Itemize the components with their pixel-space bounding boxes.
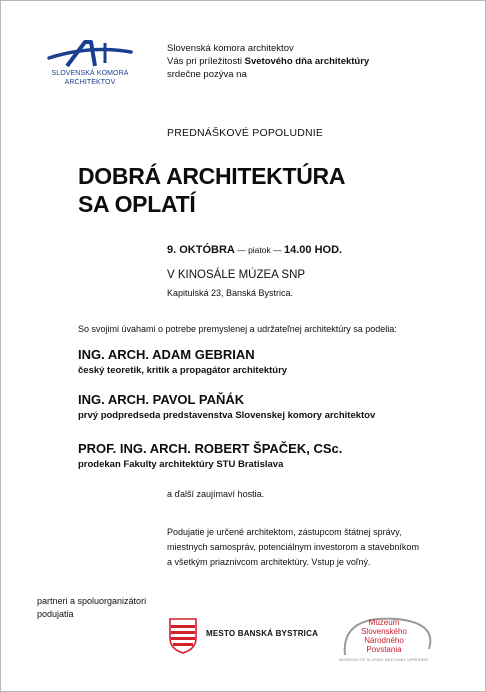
museum-subtitle: MUSEUM OF SLOVAK NATIONAL UPRISING bbox=[339, 657, 429, 662]
event-time: 14.00 HOD. bbox=[283, 244, 343, 256]
museum-logo bbox=[339, 613, 439, 663]
museum-line-1: Múzeum bbox=[368, 618, 400, 627]
event-date bbox=[167, 244, 342, 256]
speaker-role: prodekan Fakulty architektúry STU Bratislava bbox=[78, 459, 284, 470]
logo-text bbox=[45, 69, 135, 87]
architect-chamber-logo-icon bbox=[45, 39, 135, 69]
speaker-name: ING. ARCH. ADAM GEBRIAN bbox=[78, 347, 255, 362]
note-line-3: a všetkým priaznivcom architektúry. Vstup je voľný. bbox=[167, 557, 371, 567]
partners-label bbox=[37, 595, 146, 621]
event-date-day: 9. OKTÓBRA bbox=[167, 244, 235, 256]
event-date-weekday: — piatok — bbox=[234, 245, 284, 255]
speaker-name: ING. ARCH. PAVOL PAŇÁK bbox=[78, 392, 245, 407]
intro-line-3: srdečne pozýva na bbox=[167, 69, 247, 80]
museum-line-4: Povstania bbox=[366, 645, 402, 654]
intro-line-2-bold: Svetového dňa architektúry bbox=[244, 56, 370, 67]
other-guests: a ďalší zaujímaví hostia. bbox=[167, 489, 265, 499]
speaker-role: prvý podpredseda predstavenstva Slovenskej komory architektov bbox=[78, 410, 376, 421]
title-line-1: DOBRÁ ARCHITEKTÚRA bbox=[78, 163, 346, 189]
partners-line-2: podujatia bbox=[37, 609, 74, 619]
page-title bbox=[78, 162, 345, 218]
title-line-2: SA OPLATÍ bbox=[78, 191, 196, 217]
intro-line-2 bbox=[167, 55, 369, 68]
speakers-lead: So svojimi úvahami o potrebe premyslenej a udržateľnej architektúry sa podelia: bbox=[78, 324, 397, 334]
event-venue: V KINOSÁLE MÚZEA SNP bbox=[167, 269, 306, 281]
note-line-2: miestnych samospráv, potenciálnym investorom a stavebníkom bbox=[167, 542, 419, 552]
partners-line-1: partneri a spoluorganizátori bbox=[37, 596, 147, 606]
event-note bbox=[167, 525, 419, 570]
city-crest-icon bbox=[169, 618, 197, 654]
intro-line-1: Slovenská komora architektov bbox=[167, 43, 294, 54]
logo-line-2: ARCHITEKTOV bbox=[64, 79, 116, 86]
note-line-1: Podujatie je určené architektom, zástupcom štátnej správy, bbox=[167, 527, 402, 537]
speaker-name: PROF. ING. ARCH. ROBERT ŠPAČEK, CSc. bbox=[78, 441, 343, 456]
subtitle: PREDNÁŠKOVÉ POPOLUDNIE bbox=[167, 127, 324, 139]
city-name: MESTO BANSKÁ BYSTRICA bbox=[206, 629, 319, 638]
museum-line-2: Slovenského bbox=[361, 627, 407, 636]
museum-line-3: Národného bbox=[364, 636, 404, 645]
event-address: Kapitulská 23, Banská Bystrica. bbox=[167, 288, 294, 298]
museum-name bbox=[347, 618, 421, 654]
intro-line-2-prefix: Vás pri príležitosti bbox=[167, 56, 245, 67]
architect-chamber-logo bbox=[45, 39, 135, 91]
logo-line-1: SLOVENSKÁ KOMORA bbox=[51, 70, 129, 77]
intro-text bbox=[167, 42, 369, 81]
speaker-role: český teoretik, kritik a propagátor architektúry bbox=[78, 365, 288, 376]
